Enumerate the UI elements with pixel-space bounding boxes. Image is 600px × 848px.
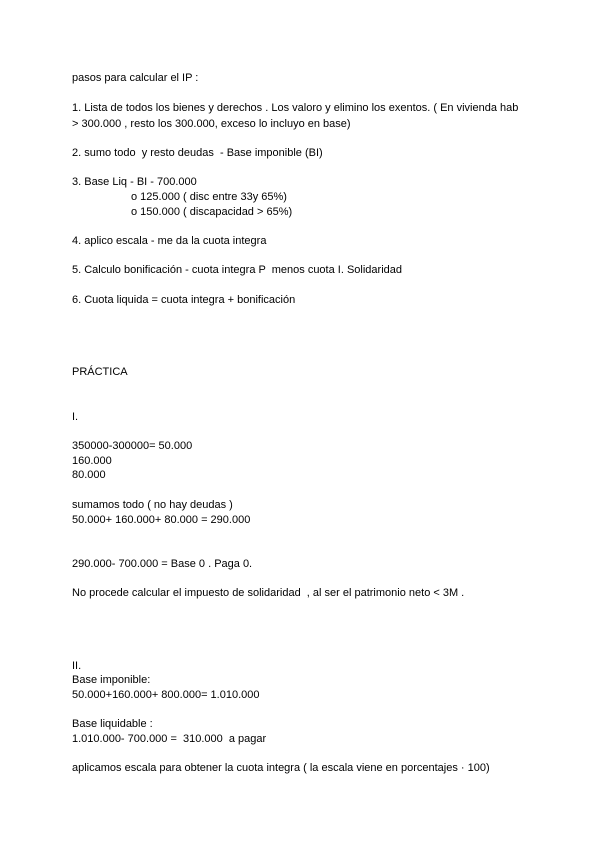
- case-2-line: Base liquidable :: [72, 718, 153, 730]
- case-2-line: Base imponible:: [72, 674, 151, 686]
- case-1-line: 160.000: [72, 455, 112, 467]
- step-3-option-2: o 150.000 ( discapacidad > 65%): [131, 206, 293, 218]
- step-1-line-1: 1. Lista de todos los bienes y derechos . Los valoro y elimino los exentos. ( En vivienda hab: [72, 102, 519, 114]
- case-1-line: 290.000- 700.000 = Base 0 . Paga 0.: [72, 558, 253, 570]
- step-2: 2. sumo todo y resto deudas - Base imponible (BI): [72, 147, 323, 159]
- case-1-conclusion: No procede calcular el impuesto de solidaridad , al ser el patrimonio neto < 3M .: [72, 587, 465, 599]
- case-1-line: 350000-300000= 50.000: [72, 440, 193, 452]
- step-3: 3. Base Liq - BI - 700.000: [72, 176, 197, 188]
- step-3-option-1: o 125.000 ( disc entre 33y 65%): [131, 191, 287, 203]
- step-1-line-2: > 300.000 , resto los 300.000, exceso lo incluyo en base): [72, 118, 351, 130]
- case-1-line: sumamos todo ( no hay deudas ): [72, 499, 233, 511]
- step-6: 6. Cuota liquida = cuota integra + bonificación: [72, 294, 296, 306]
- case-2-heading: II.: [72, 660, 82, 672]
- intro-text: pasos para calcular el IP :: [72, 72, 199, 84]
- case-2-line: aplicamos escala para obtener la cuota integra ( la escala viene en porcentajes · 100): [72, 762, 490, 774]
- case-1-line: 50.000+ 160.000+ 80.000 = 290.000: [72, 514, 251, 526]
- case-2-line: 50.000+160.000+ 800.000= 1.010.000: [72, 689, 260, 701]
- case-1-heading: I.: [72, 411, 79, 423]
- practice-title: PRÁCTICA: [72, 366, 128, 378]
- step-4: 4. aplico escala - me da la cuota integra: [72, 235, 267, 247]
- step-5: 5. Calculo bonificación - cuota integra P menos cuota I. Solidaridad: [72, 264, 402, 276]
- case-2-line: 1.010.000- 700.000 = 310.000 a pagar: [72, 733, 267, 745]
- case-1-line: 80.000: [72, 469, 106, 481]
